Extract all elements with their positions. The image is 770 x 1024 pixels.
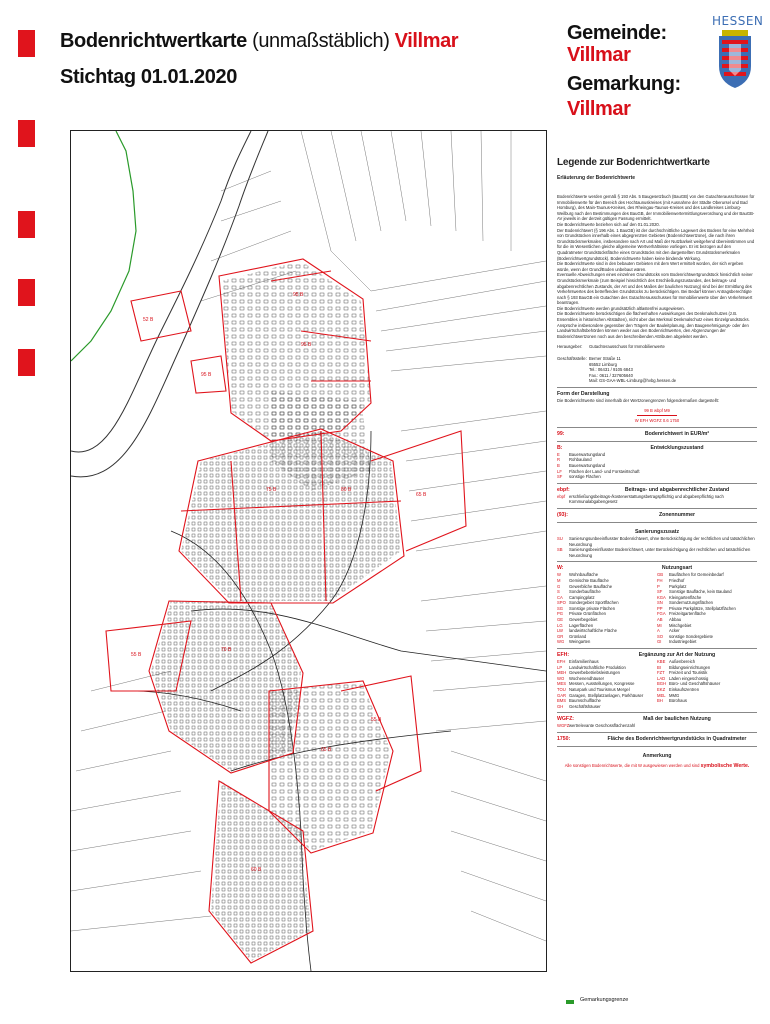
title-sub: (unmaßstäblich) — [252, 30, 390, 52]
legend-entry-key: SF — [557, 474, 563, 480]
legend-entry-key: LAD — [657, 675, 666, 681]
red-marker-2 — [18, 120, 35, 147]
page-title — [60, 30, 458, 53]
legend-entry-key: GE — [557, 617, 564, 623]
entwicklung-list — [557, 452, 757, 480]
zone-label: 70 B — [221, 647, 232, 653]
legend-entry — [557, 536, 757, 547]
legend-entry-value: Gewerbliche Baufläche — [569, 583, 613, 589]
nutzung-section: W: Nutzungsart — [557, 565, 693, 572]
legend-entry-key: GAR — [557, 692, 567, 698]
legend-entry-key: CA — [557, 594, 563, 600]
legend-entry-value: sonstige Sondergebiete — [669, 633, 714, 639]
legend-entry-key: WO — [557, 675, 565, 681]
legend-entry-value: Grünland — [569, 633, 587, 639]
wgfz-section: WGFZ: Maß der baulichen Nutzung — [557, 716, 711, 723]
legend-entry-key: KGA — [657, 594, 666, 600]
legend-entry-value: Läden eingeschossig — [669, 675, 709, 681]
legend-entry-key: GB — [657, 572, 664, 578]
legend-entry-value: Einfamilienhaus — [569, 659, 599, 665]
legend-entry-key: SN — [657, 600, 663, 606]
anmerkung-text: Alle sonstigen Bodenrichtwerte, die mit W ausgewiesen werden und sind symbolische Werte. — [564, 762, 750, 769]
geschaeftsstelle-value[interactable]: Berner Straße 11 65552 Limburg Tel.: 06431 / 9105 6843 Fax.: 0611 / 327605640 Mail: GS-GAA-WBL-Limburg@hvbg.hessen.de — [589, 356, 677, 384]
legend-entry-key: SPO — [557, 600, 566, 606]
legend-entry-value: Wochenendhäuser — [569, 675, 605, 681]
beitrag-list — [557, 494, 757, 505]
gemeinde-label: Gemeinde: — [567, 22, 667, 44]
legend-entry-value: Sondergebiet Sportflächen — [569, 600, 619, 606]
legend-entry-key: PG — [557, 611, 564, 617]
legend-entry-value: Abbau — [669, 617, 682, 623]
zone-label: 65 B — [416, 492, 427, 498]
legend-entry-value: Sonstige private Flächen — [569, 605, 616, 611]
legend-entry-value: Bauerwartungsland — [569, 451, 606, 457]
title-main: Bodenrichtwertkarte — [60, 30, 247, 52]
ergaenzung-grid — [557, 659, 757, 709]
zone-label: 75 B — [266, 487, 277, 493]
zone-label: 95 B — [293, 292, 304, 298]
hessen-logo-text: HESSEN — [712, 14, 764, 28]
nutzung-grid — [557, 572, 757, 645]
legend-entry-value: Bauflächen für Gemeinbedarf — [669, 572, 724, 578]
legend-entry-key: TOU — [557, 687, 566, 692]
legend-entry-value: Garagen, Stellplatzanlagen, Parkhäuser — [569, 692, 644, 698]
legend-entry-key: MEH — [557, 670, 567, 676]
legend-entry — [657, 639, 757, 645]
gemeinde-value: Villmar — [567, 44, 631, 66]
legend-entry-key: SO — [657, 633, 664, 639]
legend-entry-value: Bürohaus — [669, 698, 687, 704]
legend-entry-key: LF — [557, 468, 562, 474]
legend-entry-value: Sondernutzungsflächen — [669, 600, 714, 606]
legend-entry-value: Flächen der Land- und Forstwirtschaft — [569, 468, 640, 474]
legend-entry-value: sonstige Flächen — [569, 474, 601, 480]
legend-entry-key: GH — [557, 703, 564, 709]
legend-entry — [557, 474, 757, 480]
legend-entry-key: P — [657, 583, 660, 589]
legend-entry-value: Einkaufszentren — [669, 687, 700, 692]
legend-entry-value: Private Grünflächen — [569, 611, 607, 617]
legend-entry-key: SB — [557, 547, 563, 553]
legend-entry-value: Sonderbaufläche — [569, 589, 601, 595]
map-frame[interactable] — [70, 130, 547, 972]
legend-entry-key: BI — [657, 664, 661, 670]
legend-entry-value: erschließungsbeitrags-/kostenerstattungsbetragspflichtig und abgabenpflichtig nach Kommunalabgabengesetz — [569, 493, 724, 505]
legend-entry-value: Sanierungsbeeinflusster Bodenrichtwert, unter Berücksichtigung der rechtlichen und tatsächlichen Neuordnung — [569, 547, 751, 558]
legend-entry-value: Gewerbegebiet — [569, 617, 598, 623]
legend-entry-value: Weingarten — [569, 639, 591, 645]
legend-entry-value: Wohnbaufläche — [569, 572, 599, 578]
legend-entry-value: wertrelevante Geschossflächenzahl — [569, 723, 636, 729]
legend-entry-key: MEL — [657, 692, 666, 698]
legend-entry-value: Geschäftshäuser — [569, 703, 601, 709]
legend-entry-value: landwirtschaftliche Fläche — [569, 628, 617, 634]
legend-entry-key: ebpf — [557, 493, 566, 499]
anmerkung-title: Anmerkung — [642, 752, 672, 759]
red-marker-1 — [18, 30, 35, 57]
beitrag-section: ebpf: Beitrags- und abgabenrechtlicher Zustand — [557, 486, 730, 493]
legend-entry-key: E — [557, 451, 560, 457]
legend-entry-value: Sanierungsunbeeinflusster Bodenrichtwert, ohne Berücksichtigung der rechtlichen und tatsächlichen Neuordnung — [569, 535, 755, 547]
form-title: Form der Darstellung — [557, 391, 610, 397]
zone-label: 95 B — [201, 372, 212, 378]
zone-label: 55 B — [371, 717, 382, 723]
legend-entry-value: Acker — [669, 628, 680, 634]
legend-entry-key: AB — [657, 617, 663, 623]
legend-entry-value: Büro- und Geschäftshäuser — [669, 681, 721, 687]
legend-entry-value: Private Parkplätze, Stellplatzflächen — [669, 605, 736, 611]
hessen-coat-of-arms-icon — [713, 30, 757, 90]
legend-entry-value: Sonstige Baufläche, kein Bauland — [669, 589, 732, 595]
geschaeftsstelle-row — [557, 356, 757, 384]
zone-label: 55 B — [131, 652, 142, 658]
legend-entry-key: A — [657, 628, 660, 634]
legend-entry-key: LG — [557, 622, 563, 628]
legend-subtitle: Erläuterung der Bodenrichtwerte — [557, 175, 636, 181]
gemarkung-label: Gemarkung: — [567, 73, 681, 95]
legend-entry-value: Industriegebiet — [669, 639, 697, 645]
red-marker-5 — [18, 349, 35, 376]
ergaenzung-section: EFH: Ergänzung zur Art der Nutzung — [557, 652, 716, 659]
legend-entry-key: WG — [557, 639, 565, 645]
legend-intro: Bodenrichtwerte werden gemäß § 193 Abs. 5 Baugesetzbuch (BauGB) von den Gutachterausschüssen für Immobilienwerte für den Bereich des Hochtaunuskreises (mit Ausnahme der Städte Oberursel und Bad Homburg), des Main-Taunus-Kreises, des Rheingau-Taunus-Kreises und des Landkreises Limburg-Weilburg nach den Bestimmungen des BauGB, der Immobilienwertermittlungsverordnung und der BauGB-AV jeweils in der derzeit gültigen Fassung ermittelt. Die Bodenrichtwerte beziehen sich auf den 01.01.2020. Der Bodenrichtwert (§ 196 Abs. 1 BauGB) ist der durchschnittliche Lagewert des Bodens für eine Mehrheit von Grundstücken innerhalb eines abgegrenzten Gebietes (Bodenrichtwertzone), die nach ihren Grundstücksmerkmalen, insbesondere nach Art und Maß der Nutzbarkeit weitgehend übereinstimmen und für die im Wesentlichen gleiche allgemeine Wertverhältnisse vorliegen. Er ist bezogen auf den Quadratmeter Grundstücksfläche eines Grundstücks mit den dargestellten Grundstücksmerkmalen (Bodenrichtwertgrundstück). Bodenrichtwerte haben keine bindende Wirkung. Die Bodenrichtwerte sind in den bebauten Gebieten mit dem Wert ermittelt worden, der sich ergeben würde, wenn der Grund/Boden unbebaut wären. Eventuelle Abweichungen eines einzelnen Grundstücks vom Bodenrichtwertgrundstück hinsichtlich seiner Grundstücksmerkmale (zum Beispiel hinsichtlich des Erschließungszustandes, des beitrags- und abgabenrechtlichen Zustands, der Art und des Maßes der baulichen Nutzung) sind bei der Ermittlung des Verkehrswertes des betreffenden Grundstücks zu berücksichtigen. Bei Bedarf können Antragsberechtigte nach § 193 BauGB ein Gutachten des Gutachterausschusses für Immobilienwerte über den Verkehrswert beantragen. Die Bodenrichtwerte werden grundsätzlich altlastenfrei ausgewiesen. Die Bodenrichtwerte berücksichtigen die flächenhaften Auswirkungen des Denkmalschutzes (z.B. Ensembles in historischen Altstädten), nicht aber das Merkmal Denkmalschutz eines Einzelgrundstücks. Ansprüche insbesondere gegenüber den Trägern der Bauleitplanung, den Baugenehmigungs- oder den Landwirtschaftsbehörden können weder aus den Bodenrichtwerten, den Abgrenzungen der Bodenrichtwertzonen noch aus den beschreibenden Attributen abgeleitet werden. — [557, 194, 755, 339]
legend-entry-key: SF — [657, 589, 663, 595]
legend-entry-value: Kleingartenfläche — [669, 594, 702, 600]
legend-entry-key: W — [557, 572, 561, 578]
legend-entry-value: Gemischte Baufläche — [569, 577, 609, 583]
legend-entry-key: BMS — [557, 698, 567, 704]
legend-entry-value: Außenbereich — [669, 659, 696, 665]
legend-entry-value: Gewerbebetriebsleistungen — [569, 670, 620, 676]
zone-label: 65 B — [321, 747, 332, 753]
legend-entry-value: Lagerflächen — [569, 622, 594, 628]
zone-section: (93): Zonennummer — [557, 511, 696, 518]
legend-entry-value: Campingplatz — [569, 594, 595, 600]
legend-entry-key: BGH — [657, 681, 667, 687]
legend-entry-key: G — [557, 583, 561, 589]
legend-entry-key: KBE — [657, 659, 666, 665]
legend-entry-key: B — [557, 462, 560, 468]
legend-entry-key: PP — [657, 605, 663, 611]
legend-entry-key: FZT — [657, 670, 665, 676]
form-example-2: W EFH WGFZ 0.6 1750 — [634, 418, 680, 424]
cadastral-map — [71, 131, 546, 971]
legend-entry-key: M — [557, 577, 561, 583]
wgfz-list — [557, 723, 757, 729]
legend-entry-value: Rohbauland — [569, 457, 592, 463]
gemarkungsgrenze-label: Gemarkungsgrenze — [580, 997, 629, 1003]
zone-label: 95 B — [301, 342, 312, 348]
zone-label: 80 B — [341, 487, 352, 493]
legend-entry-key: MI — [657, 622, 662, 628]
zone-label: 60 B — [251, 867, 262, 873]
brw-section: 99: Bodenrichtwert in EUR/m² — [557, 430, 710, 437]
legend-entry-value: Freizeitgartenfläche — [669, 611, 706, 617]
form-example-1: 99 B wbpf M9 — [644, 407, 670, 413]
legend-entry — [557, 704, 657, 710]
legend-entry-value: Baumschulfläche — [569, 698, 601, 704]
legend-entry — [557, 639, 657, 645]
legend-entry-value: Friedhof — [669, 577, 685, 583]
legend-entry — [557, 547, 757, 558]
herausgeber-value: Gutachterausschuss für Immobilienwerte — [589, 344, 665, 350]
legend-entry-key: EFH — [557, 659, 566, 665]
title-place: Villmar — [394, 30, 459, 52]
legend-entry-key: FGA — [657, 611, 666, 617]
legend-entry-key: LW — [557, 628, 563, 634]
legend-entry-value: Landwirtschaftliche Produktion — [569, 664, 626, 670]
legend-panel — [557, 157, 757, 770]
geschaeftsstelle-label: Geschäftsstelle: — [557, 356, 587, 362]
legend-entry-value: Bildungseinrichtungen — [669, 664, 711, 670]
legend-entry-value: MMG — [669, 692, 680, 698]
legend-entry-key: BH — [657, 698, 663, 704]
legend-entry-key: S — [557, 589, 560, 595]
red-marker-3 — [18, 211, 35, 238]
legend-entry — [557, 494, 757, 505]
flaeche-section: 1750: Fläche des Bodenrichtwertgrundstücks in Quadratmeter — [557, 735, 747, 742]
legend-entry-key: EKZ — [657, 687, 666, 692]
legend-entry-value: Freizeit und Touristik — [669, 670, 708, 676]
legend-entry-value: Messen, Ausstellungen, Kongresse — [569, 681, 635, 687]
zone-label: 52 B — [143, 317, 154, 323]
stichtag: Stichtag 01.01.2020 — [60, 66, 237, 88]
legend-entry-value: Naturpark und Tourismus Mergel — [569, 687, 630, 692]
legend-entry — [557, 723, 757, 729]
legend-entry-key: MES — [557, 681, 567, 687]
gemarkungsgrenze-swatch — [566, 1000, 574, 1004]
gemarkung-value: Villmar — [567, 98, 631, 120]
herausgeber-label: Herausgeber: — [557, 344, 583, 350]
entwicklung-section: B: Entwicklungszustand — [557, 444, 704, 451]
legend-entry-key: SU — [557, 535, 563, 541]
herausgeber-row — [557, 344, 757, 350]
legend-entry-key: FH — [657, 577, 663, 583]
legend-entry-value: Mischgebiet — [669, 622, 692, 628]
form-desc: Die Bodenrichtwerte sind innerhalb der Wertzonengrenzen folgendermaßen dargestellt: — [557, 398, 719, 403]
legend-title: Legende zur Bodenrichtwertkarte — [557, 157, 710, 168]
legend-entry-key: SG — [557, 605, 564, 611]
legend-entry — [657, 698, 757, 704]
sanierung-title: Sanierungszusatz — [634, 528, 680, 535]
red-marker-4 — [18, 279, 35, 306]
legend-entry-key: LP — [557, 664, 563, 670]
sanierung-list — [557, 536, 757, 558]
legend-entry-value: Bauerwartungsland — [569, 462, 606, 468]
legend-entry-key: WGFZ — [557, 723, 570, 729]
legend-entry-key: GR — [557, 633, 564, 639]
legend-entry-key: R — [557, 457, 561, 463]
legend-entry-value: Parkplatz — [669, 583, 687, 589]
legend-entry-key: GI — [657, 639, 662, 645]
